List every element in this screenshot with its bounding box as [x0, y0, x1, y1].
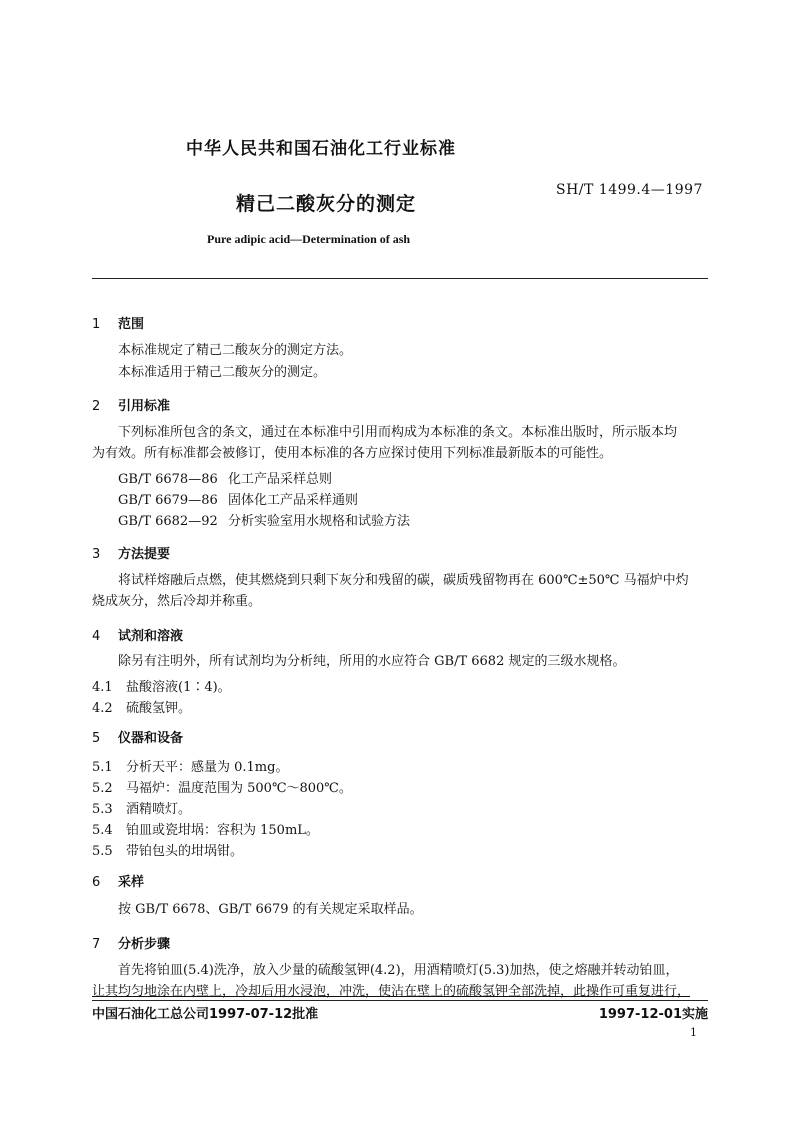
- list-item: [92, 676, 231, 695]
- section-title: 分析步骤: [118, 937, 171, 952]
- section-title: 仪器和设备: [118, 731, 184, 746]
- reference-title: 化工产品采样总则: [228, 472, 333, 487]
- list-item: [92, 697, 191, 716]
- section-number: 7: [92, 937, 101, 952]
- section-number: 3: [92, 547, 101, 562]
- item-number: 5.5: [92, 844, 113, 859]
- reference-code: GB/T 6679—86: [118, 493, 218, 508]
- reference-item: [118, 489, 358, 508]
- section-7-heading: [92, 933, 170, 952]
- paragraph: 本标准规定了精己二酸灰分的测定方法。: [118, 343, 353, 358]
- list-item: [92, 840, 243, 859]
- paragraph-line: 让其均匀地涂在内壁上，冷却后用水浸泡，冲洗，使沾在壁上的硫酸氢钾全部洗掉，此操作可重复进行，: [92, 984, 691, 999]
- paragraph: 按 GB/T 6678、GB/T 6679 的有关规定采取样品。: [118, 902, 423, 917]
- english-title: Pure adipic acid—Determination of ash: [207, 232, 411, 246]
- standard-title: 精己二酸灰分的测定: [236, 193, 417, 215]
- paragraph: 本标准适用于精己二酸灰分的测定。: [118, 365, 327, 380]
- reference-title: 分析实验室用水规格和试验方法: [228, 514, 411, 529]
- section-title: 方法提要: [118, 547, 171, 562]
- issuing-organization: 中华人民共和国石油化工行业标准: [186, 139, 456, 159]
- section-number: 6: [92, 875, 101, 890]
- paragraph-line: 首先将铂皿(5.4)洗净，放入少量的硫酸氢钾(4.2)，用酒精喷灯(5.3)加热，使之熔融并转动铂皿，: [118, 963, 679, 978]
- paragraph-line: 为有效。所有标准都会被修订，使用本标准的各方应探讨使用下列标准最新版本的可能性。: [92, 446, 613, 461]
- paragraph-line: 将试样熔融后点燃，使其燃烧到只剩下灰分和残留的碳，碳质残留物再在 600℃±50℃ 马福炉中灼: [118, 573, 689, 588]
- approval-note: 中国石油化工总公司1997-07-12批准: [92, 1007, 319, 1022]
- section-title: 采样: [118, 875, 145, 890]
- item-text: 马福炉：温度范围为 500℃～800℃。: [126, 781, 352, 796]
- item-text: 硫酸氢钾。: [126, 701, 192, 716]
- page-number: 1: [690, 1026, 697, 1039]
- reference-code: GB/T 6678—86: [118, 472, 218, 487]
- list-item: [92, 798, 191, 817]
- item-text: 铂皿或瓷坩埚：容积为 150mL。: [126, 823, 319, 838]
- section-number: 1: [92, 317, 101, 332]
- item-text: 带铂包头的坩埚钳。: [126, 844, 244, 859]
- section-number: 5: [92, 731, 101, 746]
- reference-item: [118, 510, 410, 529]
- section-3-heading: [92, 543, 170, 562]
- section-title: 试剂和溶液: [118, 629, 184, 644]
- section-6-heading: [92, 871, 144, 890]
- section-number: 2: [92, 399, 101, 414]
- list-item: [92, 756, 288, 775]
- reference-item: [118, 468, 332, 487]
- section-4-heading: [92, 625, 183, 644]
- standard-code: SH/T 1499.4—1997: [556, 182, 703, 198]
- reference-code: GB/T 6682—92: [118, 514, 218, 529]
- list-item: [92, 819, 319, 838]
- item-number: 5.1: [92, 760, 113, 775]
- item-number: 5.2: [92, 781, 113, 796]
- paragraph-line: 烧成灰分，然后冷却并称重。: [92, 594, 262, 609]
- item-number: 5.3: [92, 802, 113, 817]
- paragraph-line: 下列标准所包含的条文，通过在本标准中引用而构成为本标准的条文。本标准出版时，所示版本均: [118, 425, 678, 440]
- section-1-heading: [92, 313, 144, 332]
- item-number: 5.4: [92, 823, 113, 838]
- item-number: 4.2: [92, 701, 113, 716]
- section-title: 引用标准: [118, 399, 171, 414]
- header-divider: [92, 278, 708, 279]
- section-2-heading: [92, 395, 170, 414]
- paragraph: 除另有注明外，所有试剂均为分析纯，所用的水应符合 GB/T 6682 规定的三级水规格。: [118, 654, 626, 669]
- footer-divider: [92, 1000, 708, 1001]
- section-title: 范围: [118, 317, 145, 332]
- reference-title: 固体化工产品采样通则: [228, 493, 359, 508]
- item-number: 4.1: [92, 680, 113, 695]
- section-5-heading: [92, 727, 183, 746]
- item-text: 盐酸溶液(1∶4)。: [126, 680, 231, 695]
- item-text: 分析天平：感量为 0.1mg。: [126, 760, 289, 775]
- list-item: [92, 777, 352, 796]
- item-text: 酒精喷灯。: [126, 802, 192, 817]
- section-number: 4: [92, 629, 101, 644]
- effective-date: 1997-12-01实施: [598, 1007, 708, 1022]
